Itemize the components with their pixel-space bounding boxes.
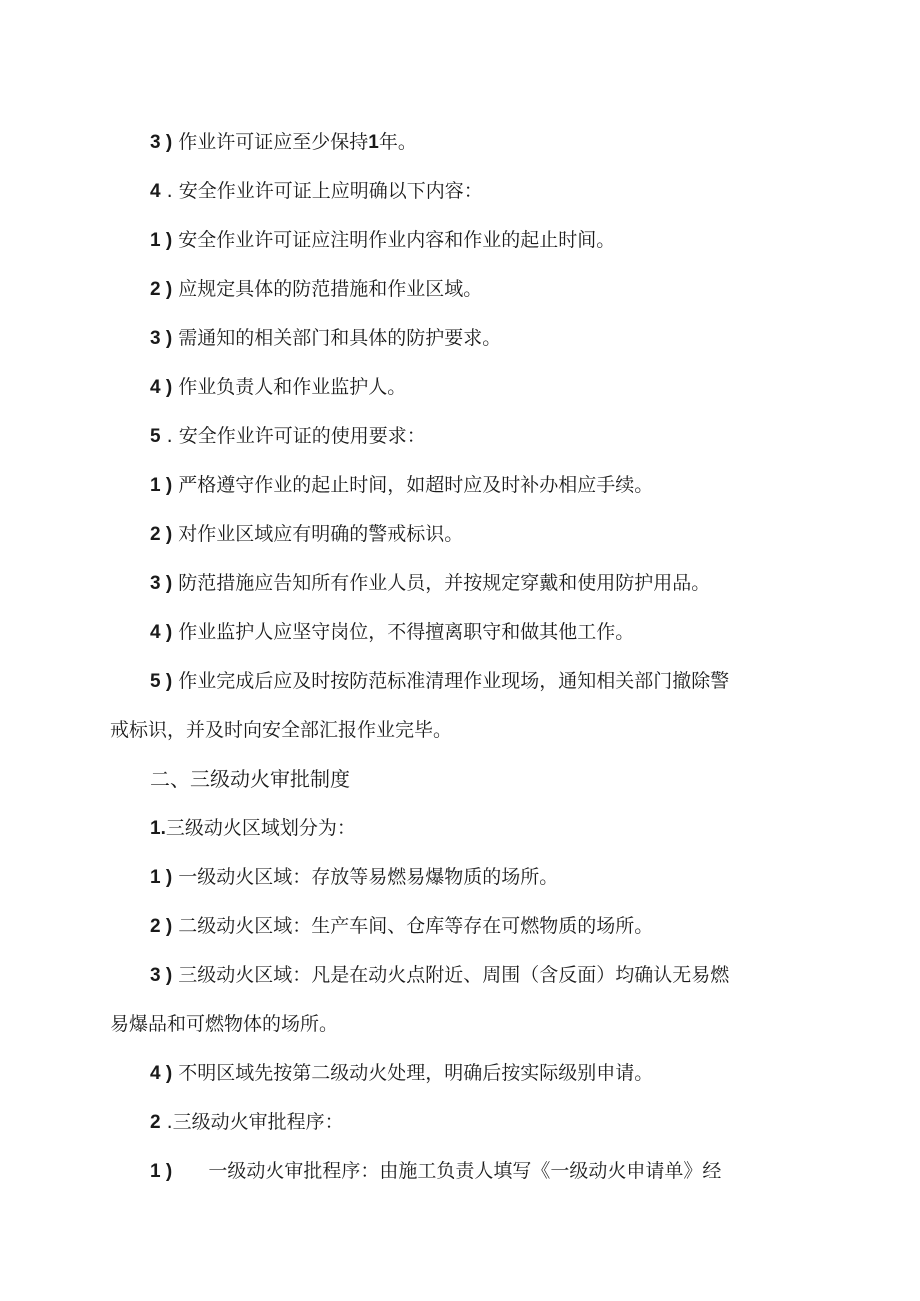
paragraph-line bbox=[150, 815, 920, 842]
line-text: 对作业区域应有明确的警戒标识。 bbox=[172, 523, 464, 545]
line-text: .三级动火审批程序： bbox=[160, 1111, 344, 1133]
line-text: 防范措施应告知所有作业人员，并按规定穿戴和使用防护用品。 bbox=[172, 572, 711, 594]
item-number: 4 ) bbox=[150, 622, 173, 643]
paragraph-line bbox=[150, 1158, 920, 1185]
line-text-tail: 年。 bbox=[378, 131, 417, 153]
paragraph-line bbox=[150, 1109, 920, 1136]
section-heading bbox=[150, 766, 920, 792]
paragraph-line bbox=[150, 325, 920, 352]
paragraph-line bbox=[150, 1060, 920, 1087]
paragraph-line bbox=[150, 962, 920, 989]
paragraph-line bbox=[150, 913, 920, 940]
item-number: 3 ) bbox=[150, 573, 173, 594]
paragraph-line bbox=[150, 276, 920, 303]
item-number: 2 bbox=[150, 1112, 161, 1133]
line-text: 作业许可证应至少保持 bbox=[172, 131, 369, 153]
item-number: 4 ) bbox=[150, 377, 173, 398]
line-text: 戒标识，并及时向安全部汇报作业完毕。 bbox=[110, 719, 453, 741]
item-number: 1 ) bbox=[150, 230, 173, 251]
line-text: 三级动火区域划分为： bbox=[165, 817, 356, 839]
item-number: 1. bbox=[150, 818, 166, 839]
item-number: 2 ) bbox=[150, 916, 173, 937]
line-text: 不明区域先按第二级动火处理，明确后按实际级别申请。 bbox=[172, 1062, 654, 1084]
item-number: 1 ) bbox=[150, 1161, 173, 1182]
line-text: 需通知的相关部门和具体的防护要求。 bbox=[172, 327, 502, 349]
line-text: 易爆品和可燃物体的场所。 bbox=[110, 1013, 339, 1035]
item-number: 2 ) bbox=[150, 524, 173, 545]
item-number: 4 bbox=[150, 181, 161, 202]
line-text: 严格遵守作业的起止时间，如超时应及时补办相应手续。 bbox=[172, 474, 654, 496]
paragraph-line bbox=[150, 423, 920, 450]
paragraph-line bbox=[150, 521, 920, 548]
paragraph-line bbox=[150, 864, 920, 891]
paragraph-line bbox=[150, 227, 920, 254]
item-number: 2 ) bbox=[150, 279, 173, 300]
line-text: . 安全作业许可证的使用要求： bbox=[160, 425, 426, 447]
item-number: 5 bbox=[150, 426, 161, 447]
item-number: 3 ) bbox=[150, 132, 173, 153]
item-number: 3 ) bbox=[150, 965, 173, 986]
item-number: 3 ) bbox=[150, 328, 173, 349]
line-text: 一级动火区域：存放等易燃易爆物质的场所。 bbox=[172, 866, 559, 888]
line-text: 作业完成后应及时按防范标准清理作业现场，通知相关部门撤除警 bbox=[172, 670, 730, 692]
line-text: 安全作业许可证应注明作业内容和作业的起止时间。 bbox=[172, 229, 616, 251]
item-number: 5 ) bbox=[150, 671, 173, 692]
heading-text: 二、三级动火审批制度 bbox=[150, 767, 350, 791]
line-text: . 安全作业许可证上应明确以下内容： bbox=[160, 180, 483, 202]
line-text: 三级动火区域：凡是在动火点附近、周围（含反面）均确认无易燃 bbox=[172, 964, 730, 986]
paragraph-continuation bbox=[110, 1011, 920, 1037]
item-number: 1 ) bbox=[150, 475, 173, 496]
paragraph-continuation bbox=[110, 717, 920, 743]
line-text: 二级动火区域：生产车间、仓库等存在可燃物质的场所。 bbox=[172, 915, 654, 937]
paragraph-line bbox=[150, 619, 920, 646]
line-text: 应规定具体的防范措施和作业区域。 bbox=[172, 278, 483, 300]
inline-number: 1 bbox=[368, 132, 379, 153]
paragraph-line bbox=[150, 472, 920, 499]
line-text: 作业监护人应坚守岗位，不得擅离职守和做其他工作。 bbox=[172, 621, 635, 643]
paragraph-line bbox=[150, 374, 920, 401]
item-number: 4 ) bbox=[150, 1063, 173, 1084]
line-text: 作业负责人和作业监护人。 bbox=[172, 376, 407, 398]
paragraph-line bbox=[150, 570, 920, 597]
line-text: 一级动火审批程序：由施工负责人填写《一级动火申请单》经 bbox=[172, 1160, 722, 1182]
paragraph-line bbox=[150, 129, 920, 156]
paragraph-line bbox=[150, 668, 920, 695]
item-number: 1 ) bbox=[150, 867, 173, 888]
paragraph-line bbox=[150, 178, 920, 205]
